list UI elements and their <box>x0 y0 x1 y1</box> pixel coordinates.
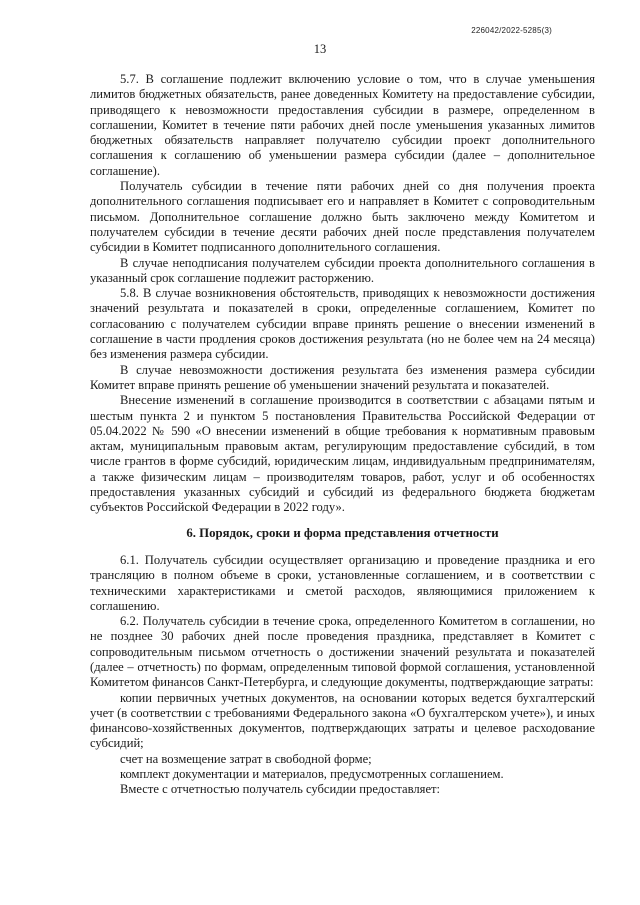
page-number: 13 <box>313 42 327 56</box>
section-heading: 6. Порядок, сроки и форма представления отчетности <box>186 525 499 540</box>
paragraph-signing: Получатель субсидии в течение пяти рабочих дней со дня получения проекта дополнительного соглашения подписывает его и направляет в Комитет с сопроводительным письмом. Дополнительное соглашение должно быть заключено между Комитетом и получателем субсидии в течение десяти рабочих дней после представления получателем субсидии в Комитет подписанного дополнительного соглашения. <box>90 179 595 255</box>
paragraph-together-with-report: Вместе с отчетностью получатель субсидии предоставляет: <box>120 782 441 797</box>
paragraph-5-8: 5.8. В случае возникновения обстоятельств, приводящих к невозможности достижения значений результата и показателей в сроки, определенные соглашением, Комитет по согласованию с получателем субсидии вправе принять решение о внесении изменений в соглашение в части продления сроков достижения результата (но не более чем на 24 месяца) без изменения размера субсидии. <box>90 286 595 362</box>
paragraph-6-2: 6.2. Получатель субсидии в течение срока, определенного Комитетом в соглашении, но не позднее 30 рабочих дней после проведения праздника, представляет в Комитет с сопроводительным письмом отчетность о достижении значений результата и показателей (далее – отчетность) по формам, определенным типовой формой соглашения, установленной Комитетом финансов Санкт-Петербурга, и следующие документы, подтверждающие затраты: <box>90 614 595 690</box>
paragraph-termination: В случае неподписания получателем субсидии проекта дополнительного соглашения в указанный срок соглашение подлежит расторжению. <box>90 255 595 285</box>
document-body <box>90 72 595 798</box>
list-item-materials: комплект документации и материалов, предусмотренных соглашением. <box>120 767 504 782</box>
paragraph-6-1: 6.1. Получатель субсидии осуществляет организацию и проведение праздника и его трансляцию в полном объеме в сроки, установленные соглашением, и в соответствии с техническими характеристиками и сметой расходов, являющимися приложением к соглашению. <box>90 552 595 613</box>
document-id: 226042/2022-5285(3) <box>471 26 552 35</box>
paragraph-reduction: В случае невозможности достижения результата без изменения размера субсидии Комитет вправе принять решение об уменьшении значений результата и показателей. <box>90 362 595 392</box>
paragraph-5-7: 5.7. В соглашение подлежит включению условие о том, что в случае уменьшения лимитов бюджетных обязательств, ранее доведенных Комитету на предоставление субсидии, приводящего к невозможности предоставления субсидии в размере, определенном в соглашении, Комитет в течение пяти рабочих дней после уменьшения указанных лимитов бюджетных обязательств направляет получателю субсидии проект дополнительного соглашения к соглашению об уменьшении размера субсидии (далее – дополнительное соглашение). <box>90 72 595 178</box>
list-item-primary-documents: копии первичных учетных документов, на основании которых ведется бухгалтерский учет (в соответствии с требованиями Федерального закона «О бухгалтерском учете»), и иных финансово-хозяйственных документов, подтверждающих затраты и целевое расходование субсидий; <box>90 690 595 751</box>
paragraph-amendments: Внесение изменений в соглашение производится в соответствии с абзацами пятым и шестым пункта 2 и пунктом 5 постановления Правительства Российской Федерации от 05.04.2022 № 590 «О внесении изменений в общие требования к нормативным правовым актам, муниципальным правовым актам, регулирующим предоставление субсидий, в том числе грантов в форме субсидий, юридическим лицам, индивидуальным предпринимателям, а также физическим лицам – производителям товаров, работ, услуг и об особенностях предоставления указанных субсидий и субсидий из федерального бюджета бюджетам субъектов Российской Федерации в 2022 году». <box>90 393 595 515</box>
list-item-invoice: счет на возмещение затрат в свободной форме; <box>120 751 372 766</box>
